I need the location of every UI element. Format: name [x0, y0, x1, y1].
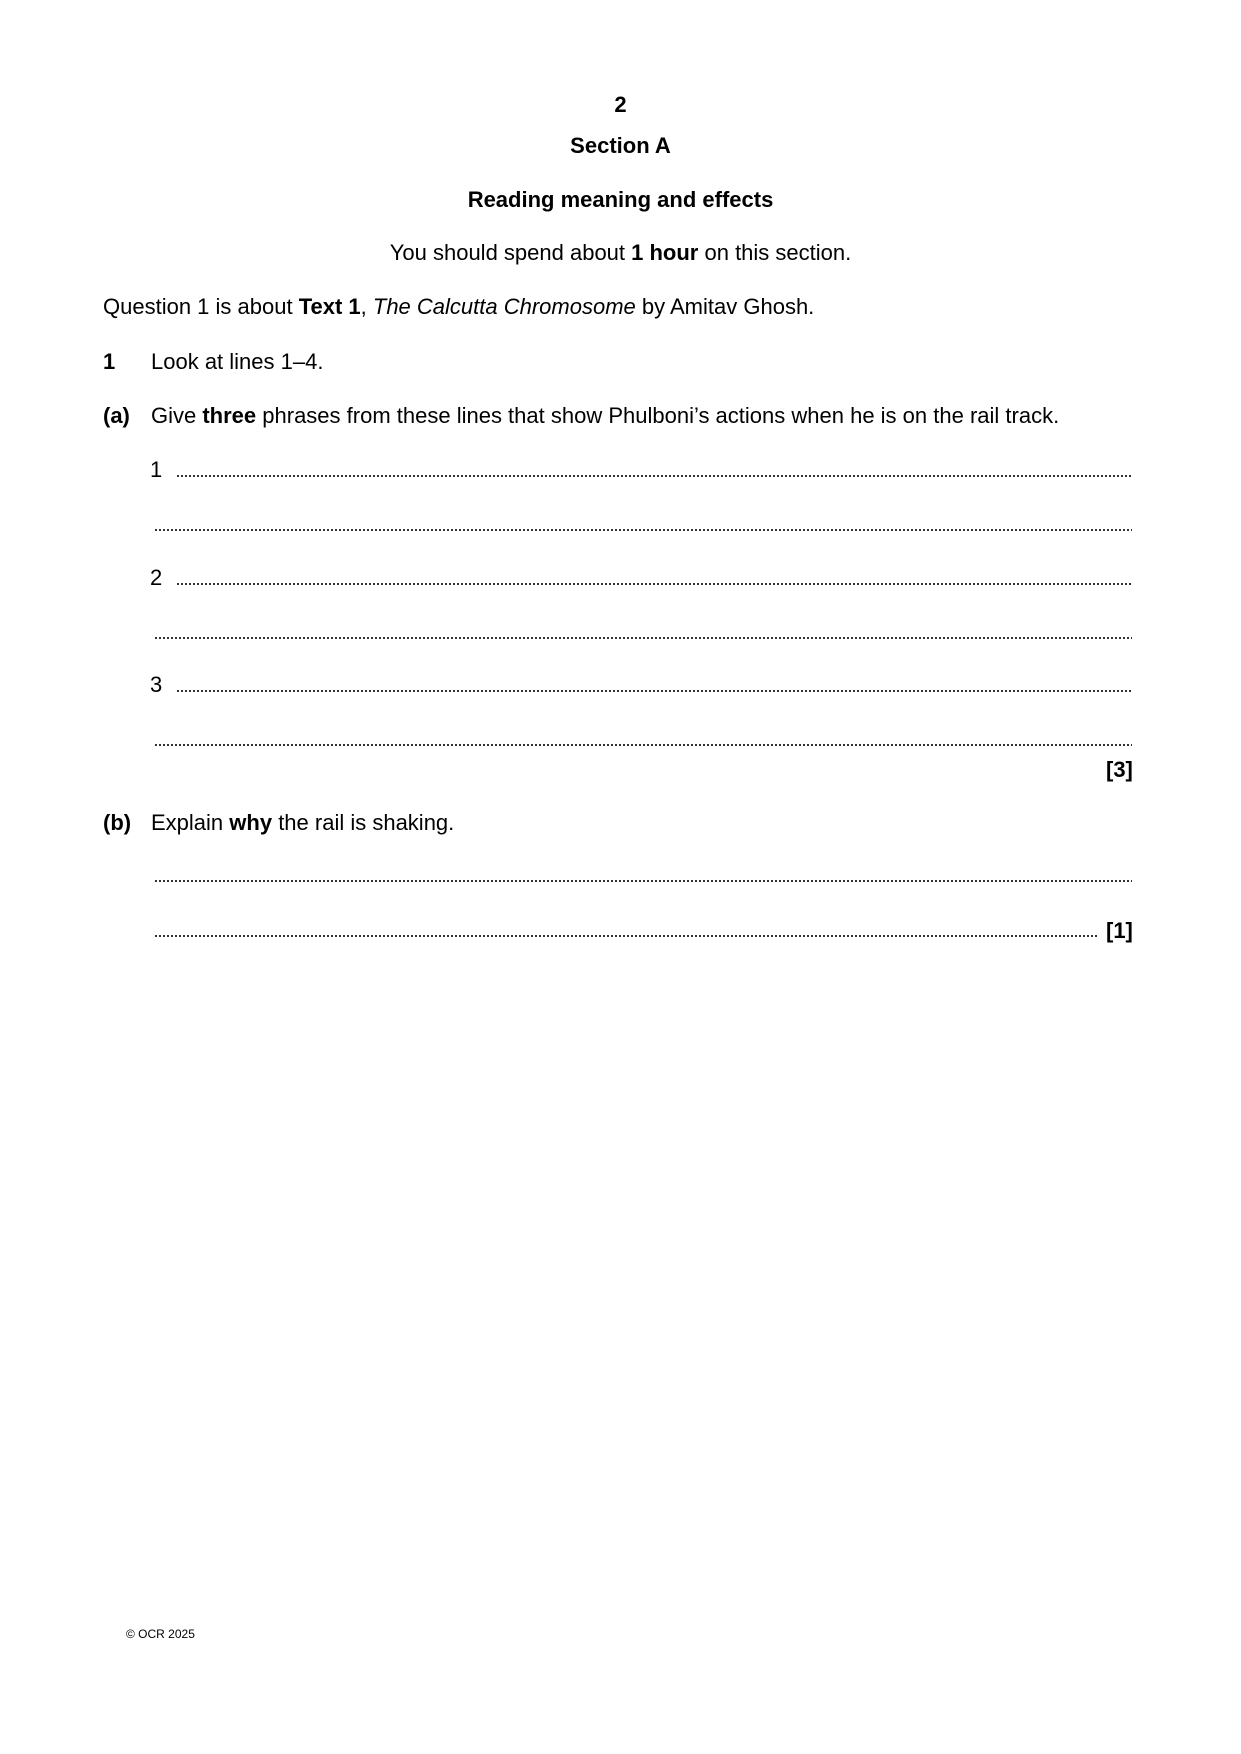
section-title: Section A — [570, 133, 671, 158]
marks-a: [3] — [1106, 757, 1133, 782]
answer-line[interactable] — [176, 690, 1132, 692]
answer-line-number-2: 2 — [150, 565, 163, 590]
answer-line[interactable] — [154, 529, 1132, 531]
answer-line[interactable] — [176, 475, 1132, 477]
answer-line[interactable] — [154, 935, 1098, 937]
answer-line[interactable] — [154, 637, 1132, 639]
page-number: 2 — [614, 92, 627, 117]
answer-line-number-1: 1 — [150, 457, 163, 482]
question-number: 1 — [103, 349, 116, 374]
answer-line[interactable] — [176, 583, 1132, 585]
section-subtitle: Reading meaning and effects — [467, 187, 774, 212]
marks-b: [1] — [1106, 918, 1133, 943]
answer-line[interactable] — [154, 744, 1132, 746]
copyright-footer: © OCR 2025 — [126, 1627, 195, 1641]
time-instruction: You should spend about 1 hour on this section. — [389, 240, 852, 265]
answer-line[interactable] — [154, 880, 1132, 882]
part-b-label: (b) — [103, 810, 132, 835]
part-b-text: Explain why the rail is shaking. — [151, 810, 455, 835]
part-a-label: (a) — [103, 403, 130, 428]
question-text: Look at lines 1–4. — [151, 349, 324, 374]
answer-line-number-3: 3 — [150, 672, 163, 697]
part-a-text: Give three phrases from these lines that show Phulboni’s actions when he is on the rail track. — [151, 403, 1060, 428]
question-intro: Question 1 is about Text 1, The Calcutta Chromosome by Amitav Ghosh. — [103, 294, 815, 319]
